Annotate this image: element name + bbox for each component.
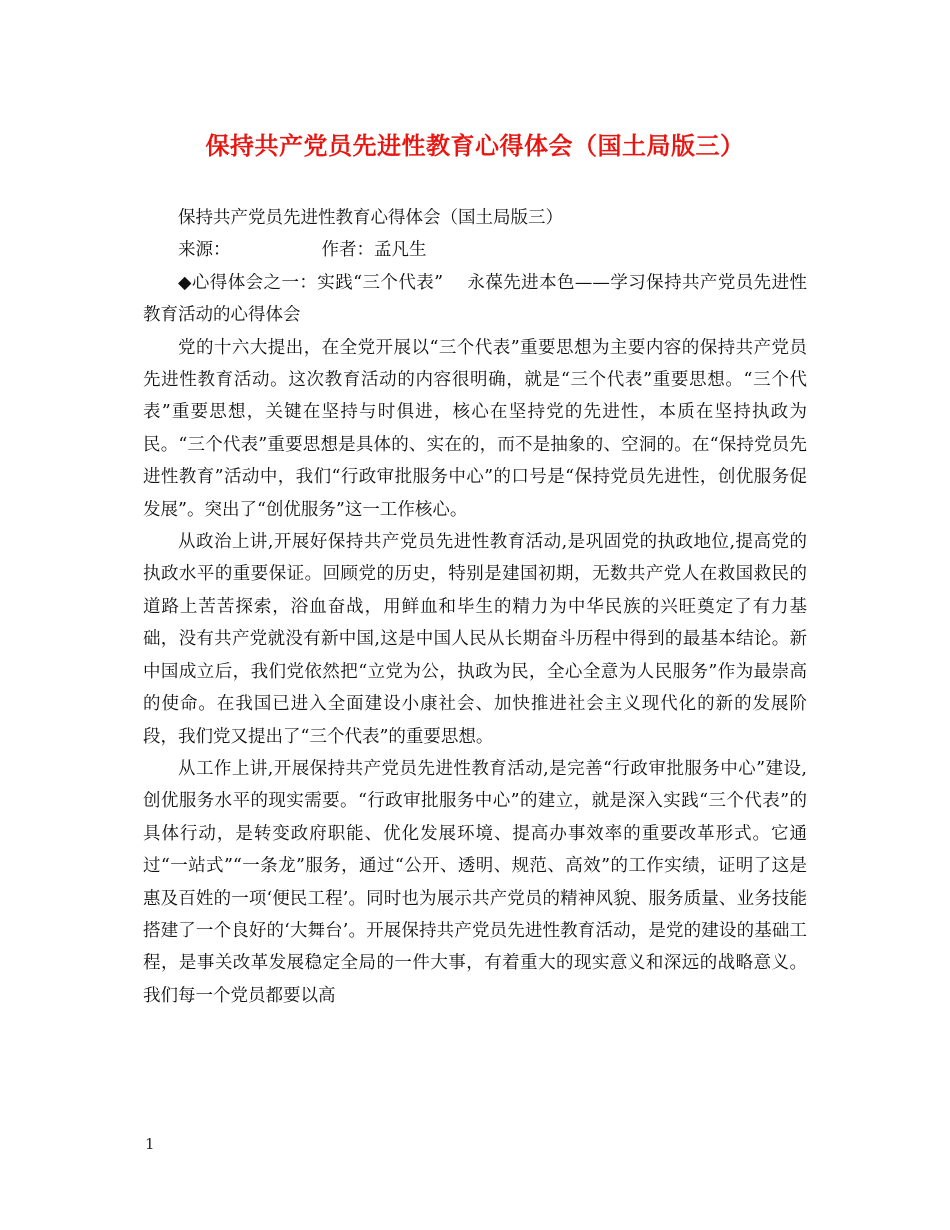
document-title: 保持共产党员先进性教育心得体会（国土局版三） (205, 132, 745, 160)
body-paragraph-3: 从工作上讲,开展保持共产党员先进性教育活动,是完善“行政审批服务中心”建设,创优服务水平的现实需要。“行政审批服务中心”的建立，就是深入实践“三个代表”的具体行动，是转变政府职能、优化发展环境、提高办事效率的重要改革形式。它通过“一站式”“一条龙”服务，通过“公开、透明、规范、高效”的工作实绩，证明了这是惠及百姓的一项‘便民工程’。同时也为展示共产党员的精神风貌、服务质量、业务技能搭建了一个良好的‘大舞台’。开展保持共产党员先进性教育活动，是党的建设的基础工程，是事关改革发展稳定全局的一件大事，有着重大的现实意义和深远的战略意义。我们每一个党员都要以高 (143, 758, 807, 1006)
page-number: 1 (145, 1135, 155, 1153)
source-label: 来源： (178, 240, 231, 261)
author-label: 作者：孟凡生 (321, 240, 427, 261)
source-author-line (143, 234, 807, 266)
document-body (143, 202, 807, 1012)
body-paragraph-1: 党的十六大提出，在全党开展以“三个代表”重要思想为主要内容的保持共产党员先进性教育活动。这次教育活动的内容很明确，就是“三个代表”重要思想。“三个代表”重要思想，关键在坚持与时俱进，核心在坚持党的先进性，本质在坚持执政为民。“三个代表”重要思想是具体的、实在的，而不是抽象的、空洞的。在“保持党员先进性教育”活动中，我们“行政审批服务中心”的口号是“保持党员先进性，创优服务促发展”。突出了“创优服务”这一工作核心。 (143, 337, 807, 520)
body-paragraph-2: 从政治上讲,开展好保持共产党员先进性教育活动,是巩固党的执政地位,提高党的执政水平的重要保证。回顾党的历史，特别是建国初期，无数共产党人在救国救民的道路上苦苦探索，浴血奋战，用鲜血和毕生的精力为中华民族的兴旺奠定了有力基础，没有共产党就没有新中国,这是中国人民从长期奋斗历程中得到的最基本结论。新中国成立后，我们党依然把“立党为公，执政为民，全心全意为人民服务”作为最崇高的使命。在我国已进入全面建设小康社会、加快推进社会主义现代化的新的发展阶段，我们党又提出了“三个代表”的重要思想。 (143, 532, 807, 747)
section-heading: ◆心得体会之一：实践“三个代表” 永葆先进本色——学习保持共产党员先进性教育活动的心得体会 (143, 272, 807, 326)
subtitle-line: 保持共产党员先进性教育心得体会（国土局版三） (178, 208, 563, 228)
